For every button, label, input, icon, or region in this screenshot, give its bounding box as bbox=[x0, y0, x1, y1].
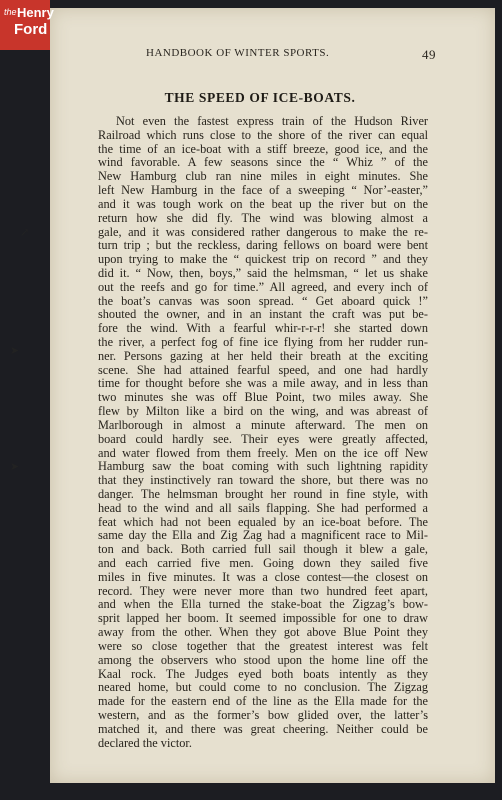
margin-mark: ➤ bbox=[10, 461, 20, 473]
henry-ford-logo[interactable] bbox=[0, 0, 54, 50]
body-line: scene. She had attained fearful speed, and one had hardly bbox=[98, 362, 428, 377]
body-line: matched it, and there was great cheering. Neither could be bbox=[98, 721, 428, 736]
body-line: turn trip ; but the reckless, daring fellows on board were bent bbox=[98, 238, 428, 253]
body-line: record. They were never more than two hundred feet apart, bbox=[98, 583, 428, 598]
margin-mark: ↗ bbox=[20, 227, 30, 239]
body-line: and it was tough work on the beat up the river but on the bbox=[98, 196, 428, 211]
running-title: HANDBOOK OF WINTER SPORTS. bbox=[146, 47, 330, 59]
body-line: and water flowed from them freely. Men on the ice off New bbox=[98, 445, 428, 460]
page-number: 49 bbox=[422, 47, 436, 62]
body-line: made for the eastern end of the line as the Ella made for the bbox=[98, 694, 428, 709]
body-line: out the reefs and go for time.” All agreed, and every inch of bbox=[98, 279, 428, 294]
body-line: and each carried five men. Going down they sailed five bbox=[98, 556, 428, 570]
logo-henry: Henry bbox=[17, 5, 54, 20]
body-line: left New Hamburg in the face of a sweeping “ Nor’-easter,” bbox=[98, 183, 428, 198]
body-line: wind favorable. A few seasons since the “ Whiz ” of the bbox=[98, 155, 428, 170]
body-line: among the observers who stood upon the home line off the bbox=[98, 652, 428, 667]
page-header bbox=[96, 47, 436, 63]
body-line: were so close together that the greatest interest was felt bbox=[98, 638, 428, 653]
margin-mark: ➤ bbox=[10, 345, 20, 357]
body-line: time for thought before she was a mile away, and in less than bbox=[98, 376, 428, 391]
body-line: gale, and it was considered rather dangerous to make the re- bbox=[98, 224, 428, 239]
body-line: neared home, but could come to no conclusion. The Zigzag bbox=[98, 680, 428, 695]
body-line: Railroad which runs close to the shore of the river can equal bbox=[98, 127, 428, 142]
body-line: did it. “ Now, then, boys,” said the helmsman, “ let us shake bbox=[98, 265, 428, 280]
body-line: the boat’s canvas was soon spread. “ Get aboard quick !” bbox=[98, 293, 428, 308]
body-line: Marlborough in almost a minute afterward. The men on bbox=[98, 417, 428, 432]
body-line: Not even the fastest express train of the Hudson River bbox=[116, 114, 428, 128]
body-line: New Hamburg club ran nine miles in eight minutes. She bbox=[98, 169, 428, 184]
body-line: that they instinctively ran toward the shore, but there was no bbox=[98, 473, 428, 488]
logo-the: the bbox=[4, 7, 17, 17]
body-line: two minutes she was off Blue Point, two miles away. She bbox=[98, 390, 428, 405]
body-line: shouted the owner, and in an instant the craft was put be- bbox=[98, 307, 428, 322]
body-line: western, and as the former’s bow glided over, the latter’s bbox=[98, 707, 428, 722]
body-line: fore the wind. With a fearful whir-r-r-r! she started down bbox=[98, 321, 428, 336]
body-line: miles in five minutes. It was a close contest—the closest on bbox=[98, 569, 428, 584]
body-line: declared the victor. bbox=[98, 735, 192, 750]
body-line: ton and back. Both carried full sail though it blew a gale, bbox=[98, 542, 428, 557]
body-line: flew by Milton like a bird on the wing, and was abreast of bbox=[98, 404, 428, 419]
article-body bbox=[98, 115, 428, 750]
body-line: Hamburg saw the boat coming with such lightning rapidity bbox=[98, 459, 428, 474]
body-line: the time of an ice-boat with a stiff breeze, good ice, and the bbox=[98, 141, 428, 156]
body-line: danger. The helmsman brought her round in fine style, with bbox=[98, 486, 428, 501]
body-line: upon trying to make the “ quickest trip on record ” and they bbox=[98, 252, 428, 267]
article-title: THE SPEED OF ICE-BOATS. bbox=[164, 90, 356, 105]
body-line: the river, a perfect fog of fine ice flying from her rudder run- bbox=[98, 335, 428, 349]
body-line: ner. Persons gazing at her held their breath at the exciting bbox=[98, 348, 428, 363]
body-line: same day the Ella and Zig Zag had a magnificent race to Mil- bbox=[98, 528, 428, 543]
body-line: board could hardly see. Their eyes were greatly affected, bbox=[98, 431, 428, 446]
body-line: and when the Ella turned the stake-boat the Zigzag’s bow- bbox=[98, 597, 428, 612]
logo-ford: Ford bbox=[14, 21, 48, 38]
body-line: away from the other. When they got above Blue Point they bbox=[98, 625, 428, 640]
body-line: return how she did fly. The wind was blowing almost a bbox=[98, 210, 428, 225]
body-line: sprit lapped her boom. It seemed impossible for one to draw bbox=[98, 611, 428, 626]
body-line: Kaal rock. The Judges eyed both boats intently as they bbox=[98, 666, 428, 681]
body-line: feat which had not been equaled by an ice-boat before. The bbox=[98, 514, 428, 529]
body-line: head to the wind and all sails flapping. She had performed a bbox=[98, 500, 428, 515]
